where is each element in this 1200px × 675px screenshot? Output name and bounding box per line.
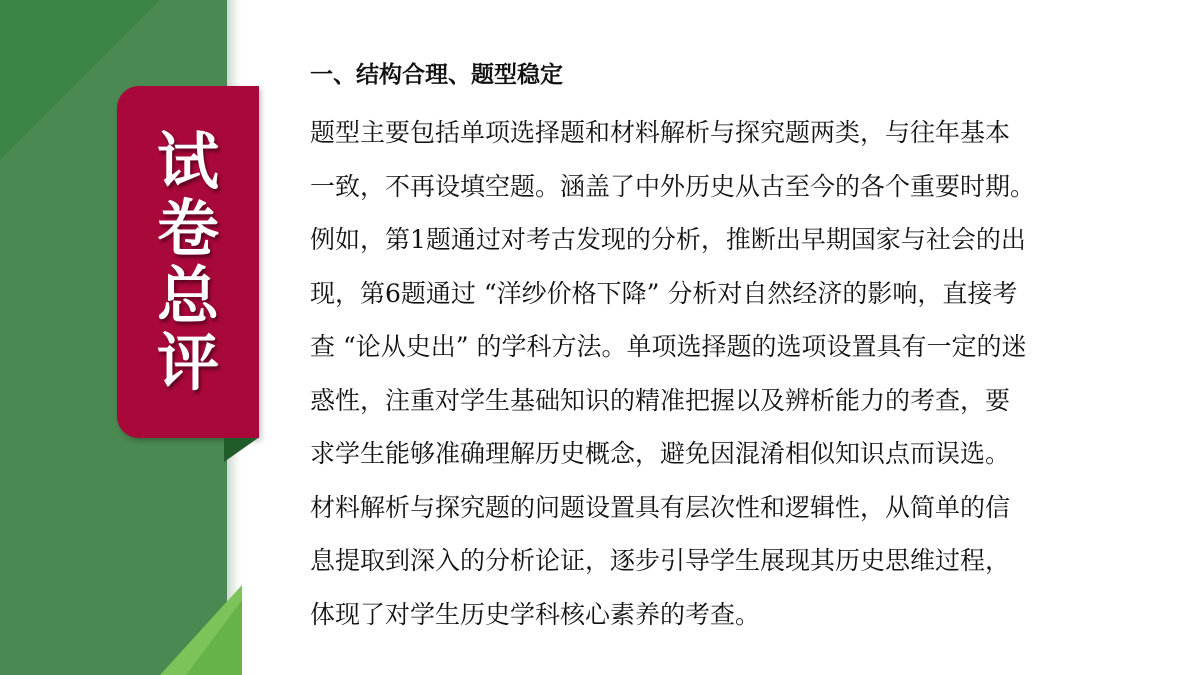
title-char: 评 (156, 326, 219, 399)
title-char: 总 (156, 259, 219, 332)
body-line: 息提取到深入的分析论证，逐步引导学生展现其历史思维过程， (310, 546, 1011, 575)
body-line: 题型主要包括单项选择题和材料解析与探究题两类，与往年基本 (310, 118, 1011, 147)
accent-triangle-inner (186, 600, 242, 675)
title-card-fold (224, 438, 258, 462)
body-line: 体现了对学生历史学科核心素养的考查。 (310, 599, 761, 629)
section-heading: 一、结构合理、题型稳定 (310, 62, 563, 88)
title-vertical-text (117, 125, 259, 399)
body-line: 求学生能够准确理解历史概念，避免因混淆相似知识点而误选。 (310, 439, 1011, 468)
body-line: 现，第6题通过 “洋纱价格下降” 分析对自然经济的影响，直接考 (310, 278, 1018, 308)
title-card (117, 86, 259, 438)
content-area (310, 55, 1170, 641)
body-paragraph (310, 106, 1170, 641)
body-line: 材料解析与探究题的问题设置具有层次性和逻辑性，从简单的信 (310, 492, 1011, 522)
body-line: 例如，第1题通过对考古发现的分析，推断出早期国家与社会的出 (310, 225, 1026, 254)
title-char: 卷 (156, 192, 219, 265)
body-line: 查 “论从史出” 的学科方法。单项选择题的选项设置具有一定的迷 (310, 332, 1027, 361)
title-char: 试 (156, 125, 219, 198)
body-line: 一致，不再设填空题。涵盖了中外历史从古至今的各个重要时期。 (310, 171, 1036, 201)
body-line: 惑性，注重对学生基础知识的精准把握以及辨析能力的考查，要 (310, 385, 1011, 415)
